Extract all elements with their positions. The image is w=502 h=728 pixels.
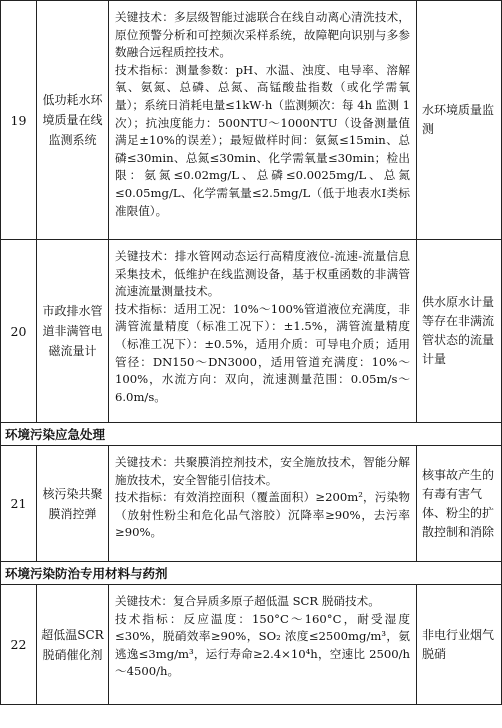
technology-name: 市政排水管道非满管电磁流量计 bbox=[37, 240, 109, 422]
key-technology-text: 关键技术：多层级智能过滤联合在线自动离心清洗技术，原位预警分析和可控频次采样系统，故障靶向识别与多参数融合远程质控技术。 bbox=[115, 10, 410, 60]
table-row bbox=[0, 585, 502, 705]
key-technology-text: 关键技术：共聚膜消控剂技术，安全施放技术，智能分解施放技术，安全智能引信技术。 bbox=[115, 455, 410, 487]
application-field: 水环境质量监测 bbox=[422, 103, 495, 136]
technical-indicators-text: 技术指标：适用工况：10%～100%管道液位充满度，非满管流量精度（标准工况下）：±1.5%，满管流量精度（标准工况下）：±0.5%，适用介质：可导电介质；适用管径：DN150～DN3000，适用管道充满度：10%～100%，水流方向：双向，流速测量范围：0.05m/s～6.0m/s。 bbox=[115, 301, 410, 404]
row-number: 20 bbox=[1, 240, 37, 422]
technology-name: 核污染共聚膜消控弹 bbox=[37, 446, 109, 561]
table-row bbox=[0, 446, 502, 562]
technology-description bbox=[109, 585, 417, 704]
technical-indicators-text: 技术指标：有效消控面积（覆盖面积）≥200m²，污染物（放射性粉尘和危化品气溶胶）沉降率≥90%，去污率≥90%。 bbox=[115, 490, 410, 540]
section-header: 环境污染防治专用材料与药剂 bbox=[0, 562, 502, 585]
technology-name: 低功耗水环境质量在线监测系统 bbox=[37, 1, 109, 239]
table-row bbox=[0, 0, 502, 240]
application-field: 非电行业烟气脱硝 bbox=[422, 627, 495, 661]
table-row bbox=[0, 240, 502, 423]
row-number: 19 bbox=[1, 1, 37, 239]
key-technology-text: 关键技术：复合异质多原子超低温 SCR 脱硝技术。 bbox=[115, 594, 380, 608]
row-number: 22 bbox=[1, 585, 37, 704]
technology-description bbox=[109, 1, 417, 239]
technology-description bbox=[109, 240, 417, 422]
section-header: 环境污染应急处理 bbox=[0, 423, 502, 446]
technical-indicators-text: 技术指标：反应温度：150°C～160°C，耐受湿度≤30%，脱硝效率≥90%，SO₂ 浓度≤2500mg/m³，氨逃逸≤3mg/m³，运行寿命≥2.4×10⁴h，空速比 2500/h～4500/h。 bbox=[115, 611, 410, 679]
technology-name: 超低温SCR脱硝催化剂 bbox=[37, 585, 109, 704]
application-field: 供水原水计量等存在非满流管状态的流量计量 bbox=[422, 295, 495, 366]
application-field: 核事故产生的有毒有害气体、粉尘的扩散控制和消除 bbox=[422, 467, 495, 539]
key-technology-text: 关键技术：排水管网动态运行高精度液位-流速-流量信息采集技术，低维护在线监测设备，基于权重函数的非满管流速流量测量技术。 bbox=[115, 249, 410, 299]
technical-indicators-text: 技术指标：测量参数：pH、水温、浊度、电导率、溶解氧、氨氮、总磷、总氮、高锰酸盐指数（或化学需氧量）；系统日消耗电量≤1kW·h（监测频次：每 4h 监测 1 次）；抗浊度能力：500NTU～1000NTU（设备测量值满足±10%的误差）；最短做样时间：氨氮≤15min、总磷≤30min、总氮≤30min、化学需氧量≤30min；检出限：氨氮≤0.02mg/L、总磷≤0.0025mg/L、总氮≤0.05mg/L、化学需氧量≤2.5mg/L（低于地表水Ⅰ类标准限值）。 bbox=[115, 62, 410, 218]
row-number: 21 bbox=[1, 446, 37, 561]
technology-description bbox=[109, 446, 417, 561]
